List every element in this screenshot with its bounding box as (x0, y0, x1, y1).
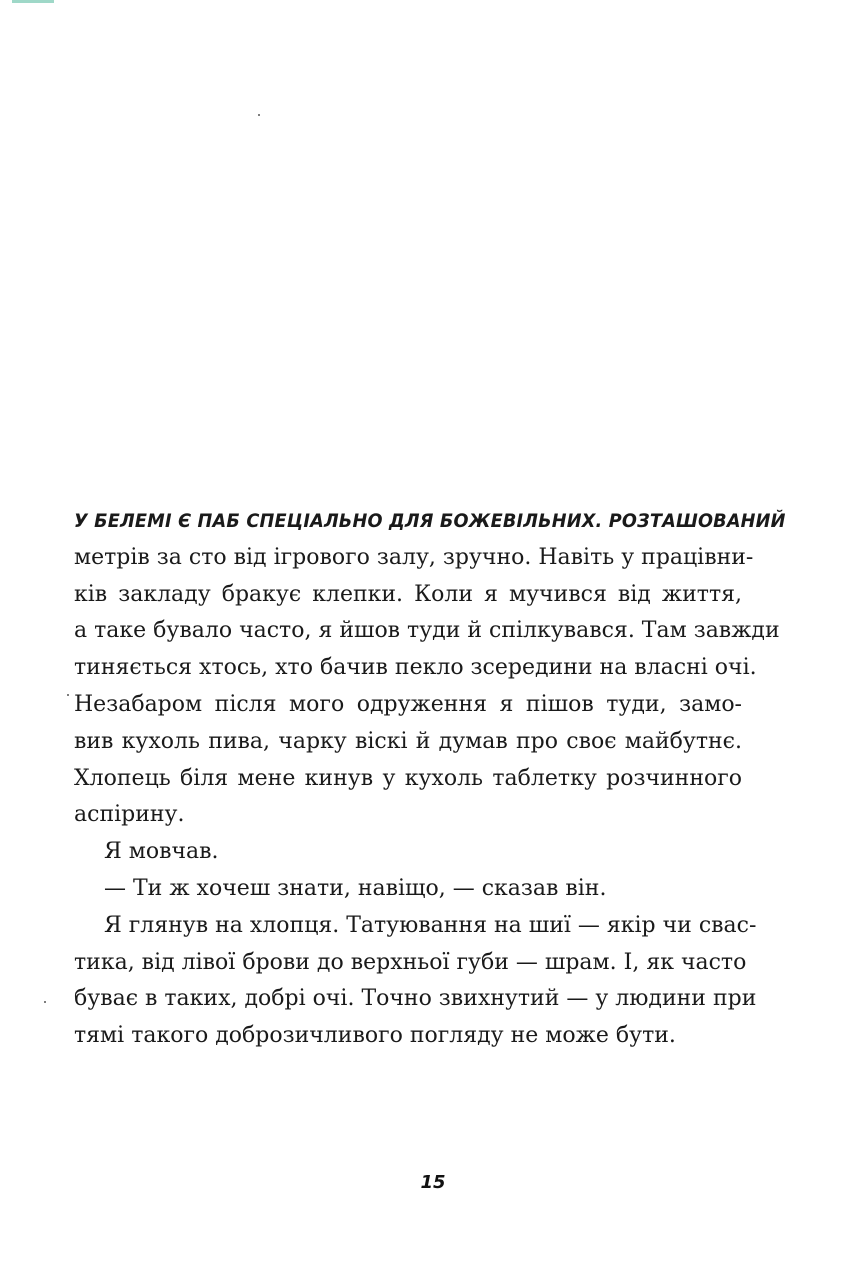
text-line: Незабаром після мого одруження я пішов туди, замо- (74, 691, 742, 717)
text-line: тика, від лівої брови до верхньої губи — шрам. І, як часто (74, 949, 747, 975)
text-line: тямі такого доброзичливого погляду не може бути. (74, 1023, 676, 1049)
page-number: 15 (420, 1172, 446, 1193)
text-line: метрів за сто від ігрового залу, зручно. Навіть у працівни- (74, 544, 754, 570)
text-line: буває в таких, добрі очі. Точно звихнутий — у людини при (74, 986, 757, 1012)
text-line: ків закладу бракує клепки. Коли я мучився від життя, (74, 581, 742, 607)
text-line: Я глянув на хлопця. Татуювання на шиї — якір чи свас- (104, 912, 757, 938)
scan-speck (258, 114, 260, 116)
text-line: а таке бувало часто, я йшов туди й спілкувався. Там завжди (74, 618, 780, 644)
chapter-opening-line: У БЕЛЕМІ Є ПАБ СПЕЦІАЛЬНО ДЛЯ БОЖЕВІЛЬНИХ. РОЗТАШОВАНИЙ (74, 510, 786, 532)
text-line: тиняється хтось, хто бачив пекло зсередини на власні очі. (74, 655, 757, 681)
scan-speck (67, 694, 69, 696)
text-line: аспірину. (74, 802, 185, 828)
dialogue-line: — Ти ж хочеш знати, навіщо, — сказав він. (104, 875, 607, 901)
paragraph: Я мовчав. (104, 839, 219, 865)
text-line: Хлопець біля мене кинув у кухоль таблетку розчинного (74, 765, 742, 791)
text-line: вив кухоль пива, чарку віскі й думав про своє майбутнє. (74, 728, 742, 754)
scan-speck (44, 1001, 46, 1003)
corner-mark (12, 0, 54, 3)
body-text (74, 503, 786, 1055)
